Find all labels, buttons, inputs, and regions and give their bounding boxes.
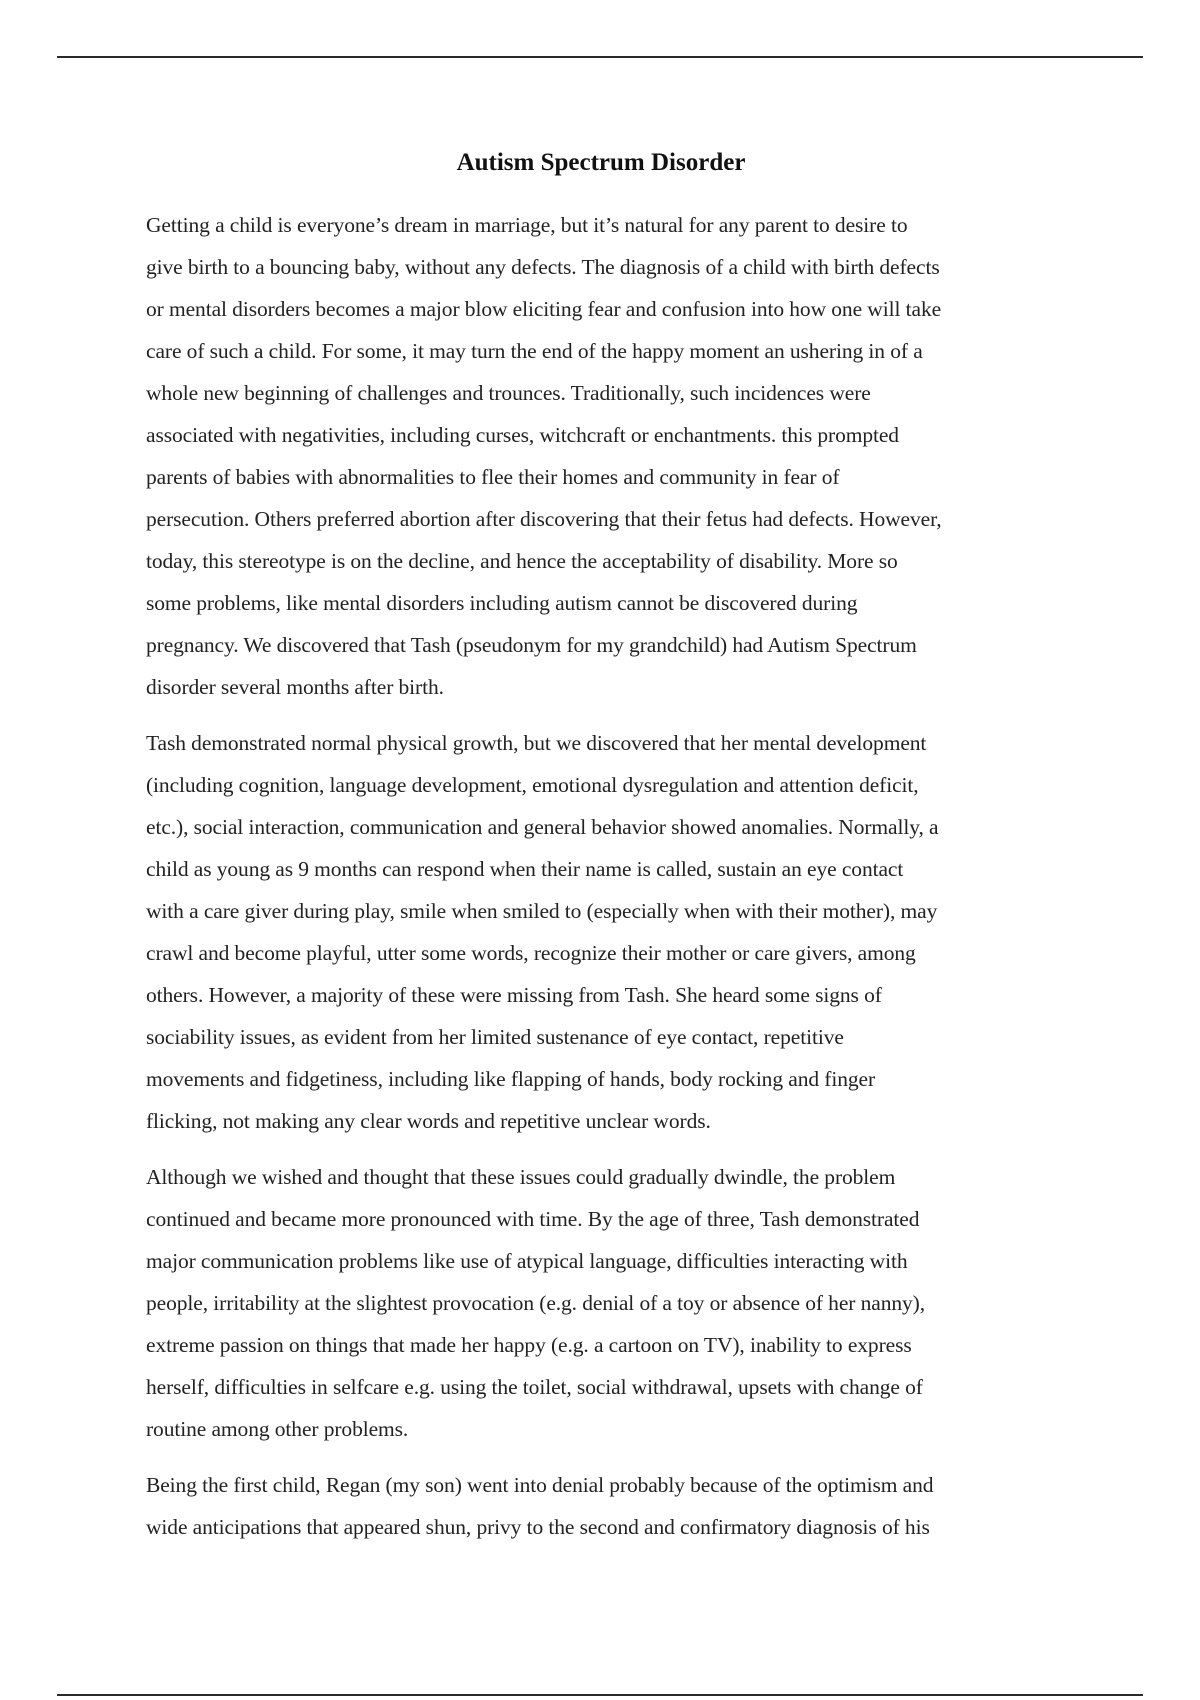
text-line: wide anticipations that appeared shun, privy to the second and confirmatory diagnosis of his — [146, 1515, 930, 1539]
text-line: parents of babies with abnormalities to flee their homes and community in fear of — [146, 465, 840, 489]
text-line: whole new beginning of challenges and trounces. Traditionally, such incidences were — [146, 381, 871, 405]
text-line: child as young as 9 months can respond when their name is called, sustain an eye contact — [146, 857, 904, 881]
text-line: continued and became more pronounced with time. By the age of three, Tash demonstrated — [146, 1207, 920, 1231]
text-line: flicking, not making any clear words and repetitive unclear words. — [146, 1109, 711, 1133]
paragraph — [146, 204, 1056, 708]
text-line: routine among other problems. — [146, 1417, 409, 1441]
text-line: give birth to a bouncing baby, without any defects. The diagnosis of a child with birth defects — [146, 255, 940, 279]
text-line: movements and fidgetiness, including like flapping of hands, body rocking and finger — [146, 1067, 876, 1091]
paragraph — [146, 722, 1056, 1142]
text-line: associated with negativities, including curses, witchcraft or enchantments. this prompted — [146, 423, 899, 447]
text-line: sociability issues, as evident from her limited sustenance of eye contact, repetitive — [146, 1025, 844, 1049]
text-line: others. However, a majority of these were missing from Tash. She heard some signs of — [146, 983, 882, 1007]
document-body — [146, 140, 1056, 1562]
footer-rule — [57, 1694, 1143, 1696]
text-line: herself, difficulties in selfcare e.g. using the toilet, social withdrawal, upsets with change of — [146, 1375, 923, 1399]
text-line: some problems, like mental disorders including autism cannot be discovered during — [146, 591, 858, 615]
text-line: crawl and become playful, utter some words, recognize their mother or care givers, among — [146, 941, 916, 965]
text-line: Getting a child is everyone’s dream in marriage, but it’s natural for any parent to desire to — [146, 213, 908, 237]
paragraph — [146, 1156, 1056, 1450]
text-line: major communication problems like use of atypical language, difficulties interacting with — [146, 1249, 908, 1273]
text-line: persecution. Others preferred abortion after discovering that their fetus had defects. However, — [146, 507, 942, 531]
text-line: etc.), social interaction, communication and general behavior showed anomalies. Normally, a — [146, 815, 939, 839]
text-line: people, irritability at the slightest provocation (e.g. denial of a toy or absence of her nanny), — [146, 1291, 925, 1315]
text-line: extreme passion on things that made her happy (e.g. a cartoon on TV), inability to express — [146, 1333, 912, 1357]
text-line: disorder several months after birth. — [146, 675, 444, 699]
text-line: (including cognition, language development, emotional dysregulation and attention deficit, — [146, 773, 919, 797]
text-line: pregnancy. We discovered that Tash (pseudonym for my grandchild) had Autism Spectrum — [146, 633, 917, 657]
text-line: today, this stereotype is on the decline, and hence the acceptability of disability. More so — [146, 549, 898, 573]
text-line: with a care giver during play, smile when smiled to (especially when with their mother), may — [146, 899, 938, 923]
header-rule — [57, 56, 1143, 58]
text-line: or mental disorders becomes a major blow eliciting fear and confusion into how one will take — [146, 297, 942, 321]
paragraph — [146, 1464, 1056, 1548]
text-line: Being the first child, Regan (my son) went into denial probably because of the optimism and — [146, 1473, 934, 1497]
text-line: Although we wished and thought that these issues could gradually dwindle, the problem — [146, 1165, 896, 1189]
text-line: Tash demonstrated normal physical growth, but we discovered that her mental development — [146, 731, 927, 755]
text-line: care of such a child. For some, it may turn the end of the happy moment an ushering in of a — [146, 339, 923, 363]
document-title: Autism Spectrum Disorder — [456, 149, 746, 176]
